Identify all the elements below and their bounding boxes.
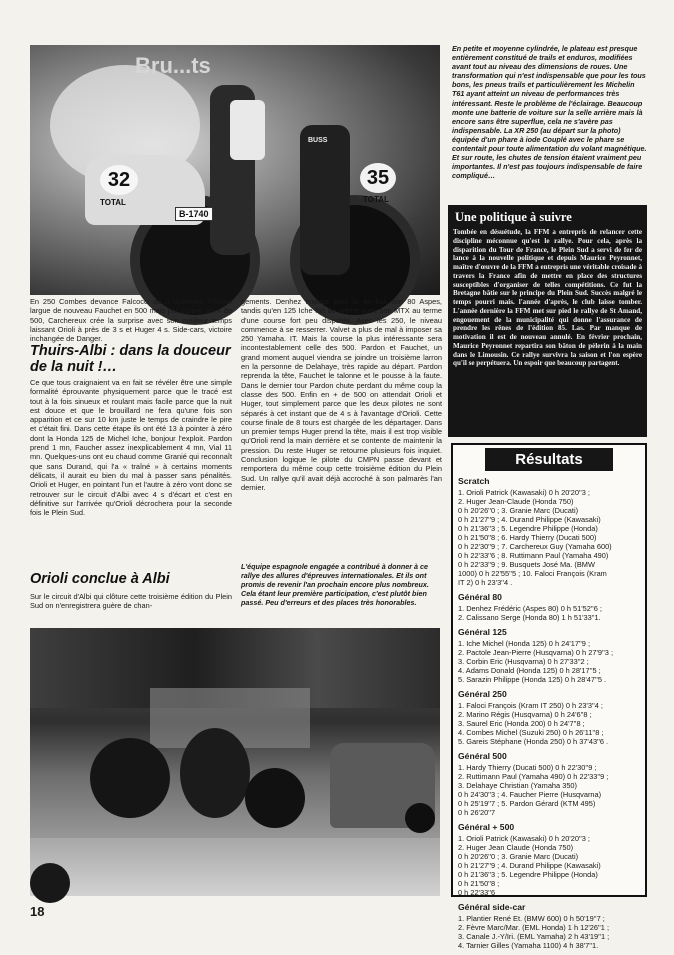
rider-back-lettering: BUSS (308, 137, 328, 144)
results-list (458, 763, 640, 817)
results-list (458, 701, 640, 746)
results-line: 0 h 20'26''0 ; 3. Granie Marc (Ducati) (458, 506, 579, 515)
left-text-thuirs: Ce que tous craignaient va en fait se révéler être une simple formalité éprouvante physiquement parce que le tracé est tout à la fois sinueux et roulant mais facile parce que la nuit est douce et que le brouillard ne fera qu'une fois son apparition et ce sur 10 km juste le temps de craindre le pire et c'était fini. Dans cette étape ils ont été 13 à pointer à zéro dont la Honda 125 de Michel Iche, bonjour l'exploit. Pardon prend 1 mn, Faucher assez inexplicablement 4 mn, Vial 11 mn. Quelques-uns ont eu chaud comme Granié qui reconnaît que sans Durand, qui l'a « traîné » à certains moments délicats, il aurait eu bien du mal à passer sans pénalités. Orioli et Huger, en pointant l'un et l'autre à zéro vont donc se retrouver sur le circuit d'Albi avec 4 s d'écart et c'est en définitive sur l'arrivée qu'Orioli décrochera pour la seconde fois le Plein Sud. (30, 378, 232, 518)
results-line: 0 h 21'27''9 ; 4. Durand Philippe (Kawasaki) (458, 861, 601, 870)
results-line: 3. Corbin Eric (Husqvarna) 0 h 27'33''2 ; (458, 657, 589, 666)
results-line: 2. Huger Jean Claude (Honda 750) (458, 843, 574, 852)
resultats-header: Résultats (485, 448, 613, 471)
heading-thuirs-albi: Thuirs-Albi : dans la douceur de la nuit !… (30, 343, 231, 375)
results-section-title: Général 500 (458, 751, 507, 761)
heading-orioli-albi: Orioli conclue à Albi (30, 571, 170, 587)
results-list (458, 488, 640, 587)
bike-number-plate-right: 35 (360, 163, 396, 193)
results-line: 2. Fèvre Marc/Mar. (EML Honda) 1 h 12'26''1 ; (458, 923, 610, 932)
results-list (458, 914, 640, 950)
bike-brand-left: TOTAL (100, 198, 126, 207)
results-line: 3. Canale J.-Y/Iri. (EML Yamaha) 2 h 43'19''1 ; (458, 932, 610, 941)
left-intro-text: En 250 Combes devance Falcocci de 3 dixièmes. Pardon largue de nouveau Fauchet en 500 mais par contre, en + de 500, Carchereux crée la surprise avec son meilleur temps laissant Orioli à près de 3 s et Huger 4 s. Side-cars, victoire inchangée de Danger. (30, 297, 232, 344)
politique-box (448, 205, 647, 437)
resultats-sections (458, 476, 640, 950)
results-line: 0 h 21'36''3 ; 5. Legendre Philippe (Honda) (458, 524, 598, 533)
results-line: IT 2) 0 h 23'3''4 . (458, 578, 513, 587)
results-line: 4. Combes Michel (Suzuki 250) 0 h 26'11''8 ; (458, 728, 604, 737)
results-line: 0 h 22'30''9 ; 7. Carchereux Guy (Yamaha 600) (458, 542, 612, 551)
results-line: 0 h 20'26''0 ; 3. Granie Marc (Ducati) (458, 852, 579, 861)
results-line: 0 h 22'33''9 ; 9. Busquets José Ma. (BMW (458, 560, 595, 569)
results-line: 0 h 24'30''3 ; 4. Faucher Pierre (Husqvarna) (458, 790, 602, 799)
results-section-title: Général side-car (458, 902, 526, 912)
resultats-box (451, 443, 647, 950)
results-line: 0 h 21'36''3 ; 5. Legendre Philippe (Honda) (458, 870, 598, 879)
results-line: 1000) 0 h 22'55''5 ; 10. Faloci François (Kram (458, 569, 607, 578)
results-section-title: Général + 500 (458, 822, 515, 832)
results-line: 0 h 26'20''7 (458, 808, 496, 817)
results-line: 2. Marino Régis (Husqvarna) 0 h 24'6''8 ; (458, 710, 592, 719)
results-line: 1. Denhez Frédéric (Aspes 80) 0 h 51'52''6 ; (458, 604, 602, 613)
photo-caption-spanish-team: L'équipe espagnole engagée a contribué à donner à ce rallye des allures d'épreuves internationales. Et ils ont promis de revenir l'an prochain encore plus nombreux. Cela étant leur première participation, c'est plutôt bien passé. Peu d'erreurs et des places très honorables. (241, 562, 429, 608)
bike-brand-right: TOTAL (363, 195, 389, 204)
bike-registration-plate: B-1740 (175, 207, 213, 221)
results-line: 1. Faloci François (Kram IT 250) 0 h 23'3''4 ; (458, 701, 603, 710)
middle-column-text: gements. Denhez impose pour la 4e fois son 80 Aspes, tandis qu'en 125 Iche fait de même avec son MTX au terme d'une course fort peu disputée. Avec les 250, le niveau commence à se resserrer. Valvet a plus de mal à imposer sa 250 Yamaha. IT. Mais la course la plus intéressante sera incontestablement celle des 500. Pardon et Fauchet, un grand moment auquel viendra se joindre un troisième larron en la personne de Delahaye, très rapide au départ. Pardon reprenda la tête, Fauchet le talonne et le pousse à la faute. Dans le dernier tour Pardon chute perdant du même coup la classe des 500. Enfin en + de 500 on attendait Orioli et Huger, tout simplement parce que les deux pilotes ne sont séparés à cet instant que de 4 s à l'avantage d'Orioli. Cette course finale de 8 tours est chargée de les départager. Dans un premier temps Huger prend la tête, mais il est trop visible qu'Orioli rend la main derrière et se contente de maintenir la pression. Du reste Huger se retourne plusieurs fois inquiet. Conclusion logique le pilote du CMPN passe devant et remportera du même coup cette troisième édition du Plein Sud. Un rallye qu'il avait déjà accroché à son palmarès l'an dernier. (241, 297, 442, 492)
politique-text: Tombée en désuétude, la FFM a entrepris de relancer cette discipline méconnue qu'est le rallye. Pour cela, après la disparition du Tour de France, le Plein Sud a servi de fer de lance à la nouvelle politique et depuis Maurice Peyronnet, maître d'œuvre de la FFM a entrepris une véritable croisade à travers la France afin de mettre en place des structures susceptibles d'organiser de telles compétitions. Ce fut la Bretagne bâtie sur le principe du Plein Sud. Succès malgré le temps pourri mais. l'année d'après, le club laisse tomber. L'année dernière la FFM met sur pied le rallye de St Amand, engouement de la municipalité qui donne l'assurance de prendre les rênes de l'édition 85. Las. Par manque de motivation il est de nouveau annulé. En février prochain, Maurice Peyronnet repartira son bâton de pèlerin à la main dans le Limousin. Ce rallye survivra la saison et l'on espère qu'il se perpétuera. Un espoir que beaucoup partagent. (453, 228, 642, 368)
bike-number-plate-left: 32 (100, 165, 138, 195)
results-line: 3. Saurel Eric (Honda 200) 0 h 24'7''8 ; (458, 719, 585, 728)
results-list (458, 834, 640, 897)
results-line: 4. Adams Donald (Honda 125) 0 h 28'17''5 ; (458, 666, 601, 675)
results-line: 0 h 22'33''6 ; 8. Ruttimann Paul (Yamaha 490) (458, 551, 609, 560)
results-section-title: Scratch (458, 476, 490, 486)
results-line: 0 h 25'19''7 ; 5. Pardon Gérard (KTM 495) (458, 799, 596, 808)
photo-spanish-team (30, 628, 440, 896)
results-line: 0 h 21'50''8 ; (458, 879, 500, 888)
photo-caption-top-right: En petite et moyenne cylindrée, le plateau est presque entièrement constitué de trails et enduros, modifiées avant tout au niveau des dimensions de roues. Une transformation qui n'est indispensable que pour les tous bons, les pneus trails et particulièrement les Michelin T61 ayant atteint un niveau de performances très intéressant. Reste le problème de l'éclairage. Beaucoup monte une batterie de voiture sur la selle arrière mais là encore sans être superflue, cela ne s'avère pas indispensable. La XR 250 (au départ sur la photo) équipée d'un phare à iode Couplé avec le phare se contentait pour toute alimentation du volant magnétique. Et sur route, les chutes de tension étaient vraiment peu importantes. Il n'est pas toujours indispensable de faire compliqué… (452, 44, 647, 181)
paddock-banner: Bru...ts (135, 53, 211, 78)
results-line: 2. Calissano Serge (Honda 80) 1 h 51'33''1. (458, 613, 601, 622)
results-line: 0 h 22'33''6 (458, 888, 496, 897)
page-number: 18 (30, 904, 45, 919)
results-line: 1. Iche Michel (Honda 125) 0 h 24'17''9 ; (458, 639, 591, 648)
results-line: 1. Plantier René Et. (BMW 600) 0 h 50'19''7 ; (458, 914, 605, 923)
results-list (458, 639, 640, 684)
results-section-title: Général 250 (458, 689, 507, 699)
results-list (458, 604, 640, 622)
results-line: 4. Tarnier Gilles (Yamaha 1100) 4 h 38'7''1. (458, 941, 599, 950)
results-line: 5. Sarazin Philippe (Honda 125) 0 h 28'47''5 . (458, 675, 607, 684)
results-line: 0 h 21'27''9 ; 4. Durand Philippe (Kawasaki) (458, 515, 601, 524)
results-line: 2. Huger Jean-Claude (Honda 750) (458, 497, 574, 506)
results-section-title: Général 125 (458, 627, 507, 637)
politique-title: Une politique à suivre (455, 210, 572, 224)
results-line: 2. Ruttimann Paul (Yamaha 490) 0 h 22'33''9 ; (458, 772, 609, 781)
results-line: 0 h 21'50''8 ; 6. Hardy Thierry (Ducati 500) (458, 533, 597, 542)
results-line: 1. Hardy Thierry (Ducati 500) 0 h 22'30''9 ; (458, 763, 597, 772)
left-text-albi: Sur le circuit d'Albi qui clôture cette troisième édition du Plein Sud on n'enregistrera guère de chan- (30, 592, 232, 611)
results-line: 3. Delahaye Christian (Yamaha 350) (458, 781, 577, 790)
results-line: 5. Gareis Stéphane (Honda 250) 0 h 37'43''6 . (458, 737, 609, 746)
results-line: 1. Orioli Patrick (Kawasaki) 0 h 20'20''3 ; (458, 488, 590, 497)
results-line: 2. Pactole Jean-Pierre (Husqvarna) 0 h 27'9''3 ; (458, 648, 614, 657)
results-section-title: Général 80 (458, 592, 502, 602)
results-line: 1. Orioli Patrick (Kawasaki) 0 h 20'20''3 ; (458, 834, 590, 843)
photo-riders-paddock (30, 45, 440, 295)
